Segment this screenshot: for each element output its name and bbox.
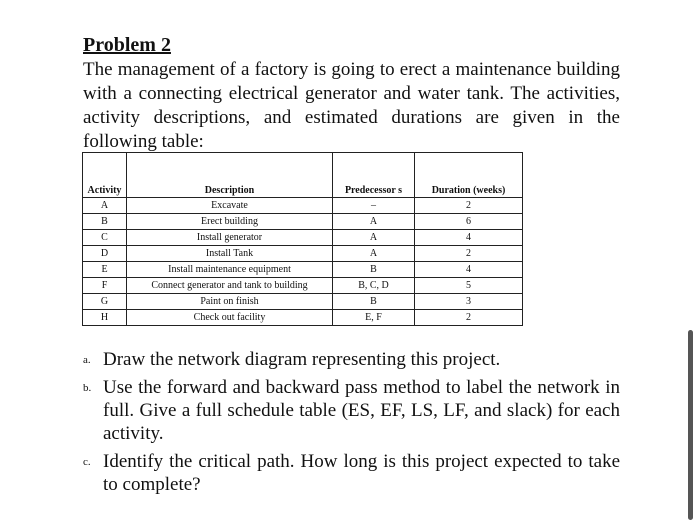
header-predecessors: Predecessor s: [333, 153, 415, 198]
question-marker: b.: [83, 382, 92, 394]
cell-description: Install generator: [127, 230, 333, 246]
table-row: [83, 214, 523, 230]
cell-duration: 4: [415, 262, 523, 278]
table-row: [83, 246, 523, 262]
question-list: [83, 348, 620, 501]
cell-predecessors: B: [333, 262, 415, 278]
cell-activity: E: [83, 262, 127, 278]
cell-activity: G: [83, 294, 127, 310]
question-text: Identify the critical path. How long is this project expected to take to complete?: [103, 451, 620, 495]
table-row: [83, 262, 523, 278]
table-row: [83, 310, 523, 326]
cell-activity: F: [83, 278, 127, 294]
cell-predecessors: –: [333, 198, 415, 214]
cell-predecessors: A: [333, 214, 415, 230]
cell-duration: 4: [415, 230, 523, 246]
header-description: Description: [127, 153, 333, 198]
cell-activity: A: [83, 198, 127, 214]
cell-description: Connect generator and tank to building: [127, 278, 333, 294]
table-row: [83, 230, 523, 246]
cell-duration: 2: [415, 246, 523, 262]
activity-table: [82, 152, 523, 326]
cell-duration: 3: [415, 294, 523, 310]
table-row: [83, 294, 523, 310]
table-row: [83, 278, 523, 294]
cell-duration: 2: [415, 310, 523, 326]
cell-duration: 6: [415, 214, 523, 230]
cell-description: Erect building: [127, 214, 333, 230]
cell-description: Check out facility: [127, 310, 333, 326]
cell-activity: C: [83, 230, 127, 246]
cell-duration: 2: [415, 198, 523, 214]
scrollbar[interactable]: [688, 330, 693, 520]
header-duration: Duration (weeks): [415, 153, 523, 198]
table-header-row: [83, 153, 523, 198]
question-item: [83, 348, 620, 371]
cell-description: Excavate: [127, 198, 333, 214]
cell-predecessors: A: [333, 246, 415, 262]
cell-activity: H: [83, 310, 127, 326]
cell-predecessors: B, C, D: [333, 278, 415, 294]
question-marker: a.: [83, 354, 91, 366]
cell-description: Install Tank: [127, 246, 333, 262]
cell-predecessors: A: [333, 230, 415, 246]
cell-description: Paint on finish: [127, 294, 333, 310]
question-marker: c.: [83, 456, 91, 468]
cell-activity: B: [83, 214, 127, 230]
question-item: [83, 450, 620, 496]
question-text: Draw the network diagram representing this project.: [103, 349, 501, 370]
cell-duration: 5: [415, 278, 523, 294]
header-activity: Activity: [83, 153, 127, 198]
cell-description: Install maintenance equipment: [127, 262, 333, 278]
cell-predecessors: E, F: [333, 310, 415, 326]
question-item: [83, 376, 620, 445]
problem-intro: The management of a factory is going to erect a maintenance building with a connecting electrical generator and water tank. The activities, activity descriptions, and estimated durations are given in the following table:: [83, 59, 620, 152]
table-row: [83, 198, 523, 214]
cell-predecessors: B: [333, 294, 415, 310]
cell-activity: D: [83, 246, 127, 262]
question-text: Use the forward and backward pass method to label the network in full. Give a full schedule table (ES, EF, LS, LF, and slack) for each activity.: [103, 377, 620, 444]
problem-title: Problem 2: [83, 34, 171, 56]
